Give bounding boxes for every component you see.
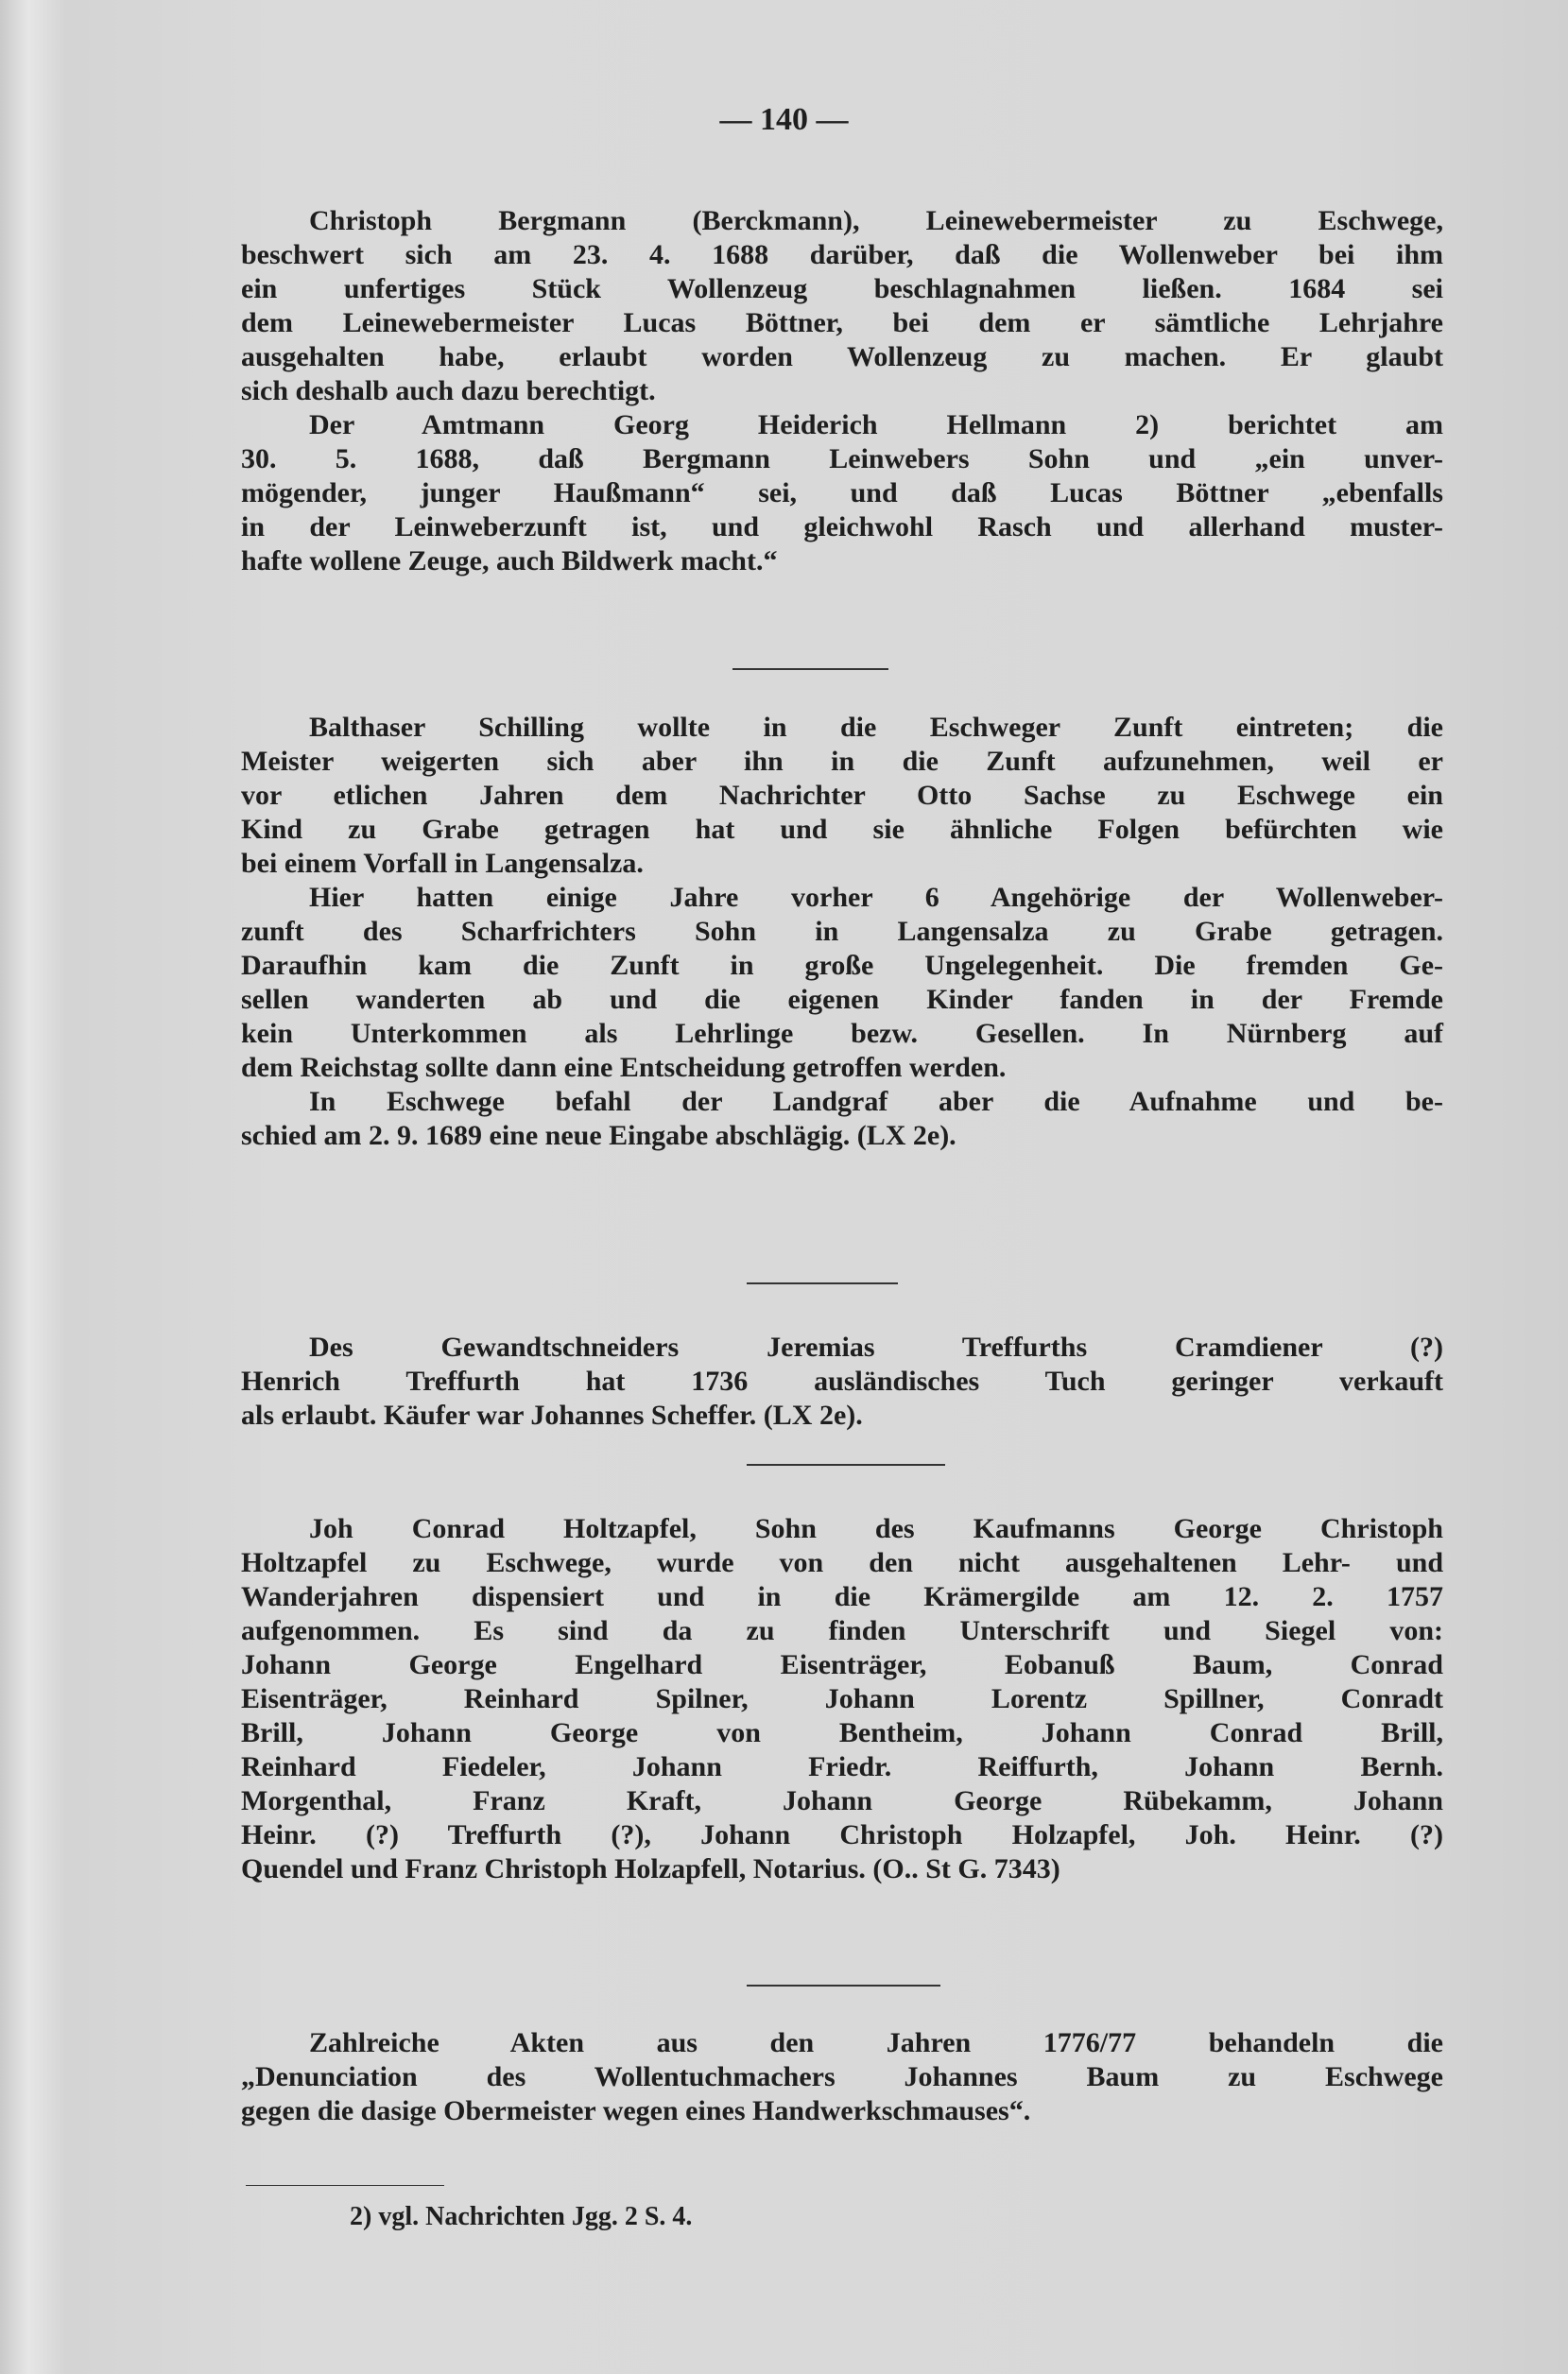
- text-line: Balthaser Schilling wollte in die Eschweger Zunft eintreten; die: [309, 712, 1443, 743]
- text-line: sellen wanderten ab und die eigenen Kinder fanden in der Fremde: [241, 984, 1443, 1015]
- text-line: Daraufhin kam die Zunft in große Ungelegenheit. Die fremden Ge-: [241, 950, 1443, 981]
- paragraph: [241, 408, 1443, 578]
- text-line: ausgehalten habe, erlaubt worden Wollenzeug zu machen. Er glaubt: [241, 341, 1443, 372]
- text-line: zunft des Scharfrichters Sohn in Langensalza zu Grabe getragen.: [241, 916, 1443, 947]
- text-line: aufgenommen. Es sind da zu finden Unterschrift und Siegel von:: [241, 1615, 1443, 1646]
- text-line: dem Reichstag sollte dann eine Entscheidung getroffen werden.: [241, 1052, 1007, 1083]
- text-line: beschwert sich am 23. 4. 1688 darüber, daß die Wollenweber bei ihm: [241, 239, 1443, 270]
- footnote-rule: [246, 2185, 444, 2186]
- text-line: in der Leinweberzunft ist, und gleichwohl Rasch und allerhand muster-: [241, 511, 1443, 542]
- text-line: dem Leinewebermeister Lucas Böttner, bei dem er sämtliche Lehrjahre: [241, 307, 1443, 338]
- text-line: Hier hatten einige Jahre vorher 6 Angehörige der Wollenweber-: [309, 882, 1443, 913]
- text-line: Joh Conrad Holtzapfel, Sohn des Kaufmanns George Christoph: [309, 1513, 1443, 1544]
- text-line: hafte wollene Zeuge, auch Bildwerk macht.“: [241, 545, 778, 576]
- section-divider: [747, 1282, 898, 1284]
- text-line: Reinhard Fiedeler, Johann Friedr. Reiffurth, Johann Bernh.: [241, 1751, 1443, 1782]
- text-line: Eisenträger, Reinhard Spilner, Johann Lorentz Spillner, Conradt: [241, 1683, 1443, 1714]
- paragraph: [241, 1512, 1443, 1886]
- footnote: 2) vgl. Nachrichten Jgg. 2 S. 4.: [350, 2202, 693, 2231]
- paragraph: [241, 711, 1443, 881]
- text-line: ein unfertiges Stück Wollenzeug beschlagnahmen ließen. 1684 sei: [241, 273, 1443, 304]
- text-line: Brill, Johann George von Bentheim, Johann Conrad Brill,: [241, 1717, 1443, 1748]
- text-line: In Eschwege befahl der Landgraf aber die Aufnahme und be-: [309, 1086, 1443, 1117]
- text-line: Christoph Bergmann (Berckmann), Leinewebermeister zu Eschwege,: [309, 205, 1443, 236]
- text-line: Quendel und Franz Christoph Holzapfell, Notarius. (O.. St G. 7343): [241, 1853, 1060, 1884]
- paragraph: [241, 881, 1443, 1085]
- section-divider: [747, 1985, 940, 1987]
- paragraph: [241, 1331, 1443, 1433]
- text-line: „Denunciation des Wollentuchmachers Johannes Baum zu Eschwege: [241, 2061, 1443, 2092]
- section-divider: [732, 668, 888, 670]
- text-line: kein Unterkommen als Lehrlinge bezw. Gesellen. In Nürnberg auf: [241, 1018, 1443, 1049]
- text-line: sich deshalb auch dazu berechtigt.: [241, 375, 656, 406]
- text-line: schied am 2. 9. 1689 eine neue Eingabe abschlägig. (LX 2e).: [241, 1120, 956, 1151]
- paragraph: [241, 2026, 1443, 2128]
- text-line: gegen die dasige Obermeister wegen eines Handwerkschmauses“.: [241, 2095, 1031, 2126]
- text-line: Des Gewandtschneiders Jeremias Treffurths Cramdiener (?): [309, 1332, 1443, 1363]
- paragraph: [241, 1085, 1443, 1153]
- paragraph: [241, 204, 1443, 408]
- text-line: 30. 5. 1688, daß Bergmann Leinwebers Sohn und „ein unver-: [241, 443, 1443, 474]
- text-line: Henrich Treffurth hat 1736 ausländisches Tuch geringer verkauft: [241, 1366, 1443, 1397]
- text-line: Morgenthal, Franz Kraft, Johann George Rübekamm, Johann: [241, 1785, 1443, 1816]
- text-line: Johann George Engelhard Eisenträger, Eobanuß Baum, Conrad: [241, 1649, 1443, 1680]
- section-divider: [747, 1464, 945, 1466]
- page-number: — 140 —: [719, 102, 849, 137]
- text-line: Zahlreiche Akten aus den Jahren 1776/77 behandeln die: [309, 2027, 1443, 2058]
- text-line: Meister weigerten sich aber ihn in die Zunft aufzunehmen, weil er: [241, 746, 1443, 777]
- text-line: mögender, junger Haußmann“ sei, und daß Lucas Böttner „ebenfalls: [241, 477, 1443, 508]
- text-line: Wanderjahren dispensiert und in die Krämergilde am 12. 2. 1757: [241, 1581, 1443, 1612]
- text-line: Heinr. (?) Treffurth (?), Johann Christoph Holzapfel, Joh. Heinr. (?): [241, 1819, 1443, 1850]
- text-line: vor etlichen Jahren dem Nachrichter Otto Sachse zu Eschwege ein: [241, 780, 1443, 811]
- text-line: als erlaubt. Käufer war Johannes Scheffer. (LX 2e).: [241, 1400, 863, 1431]
- text-line: Der Amtmann Georg Heiderich Hellmann 2) berichtet am: [309, 409, 1443, 440]
- text-line: Kind zu Grabe getragen hat und sie ähnliche Folgen befürchten wie: [241, 814, 1443, 845]
- text-line: Holtzapfel zu Eschwege, wurde von den nicht ausgehaltenen Lehr- und: [241, 1547, 1443, 1578]
- text-line: bei einem Vorfall in Langensalza.: [241, 848, 644, 879]
